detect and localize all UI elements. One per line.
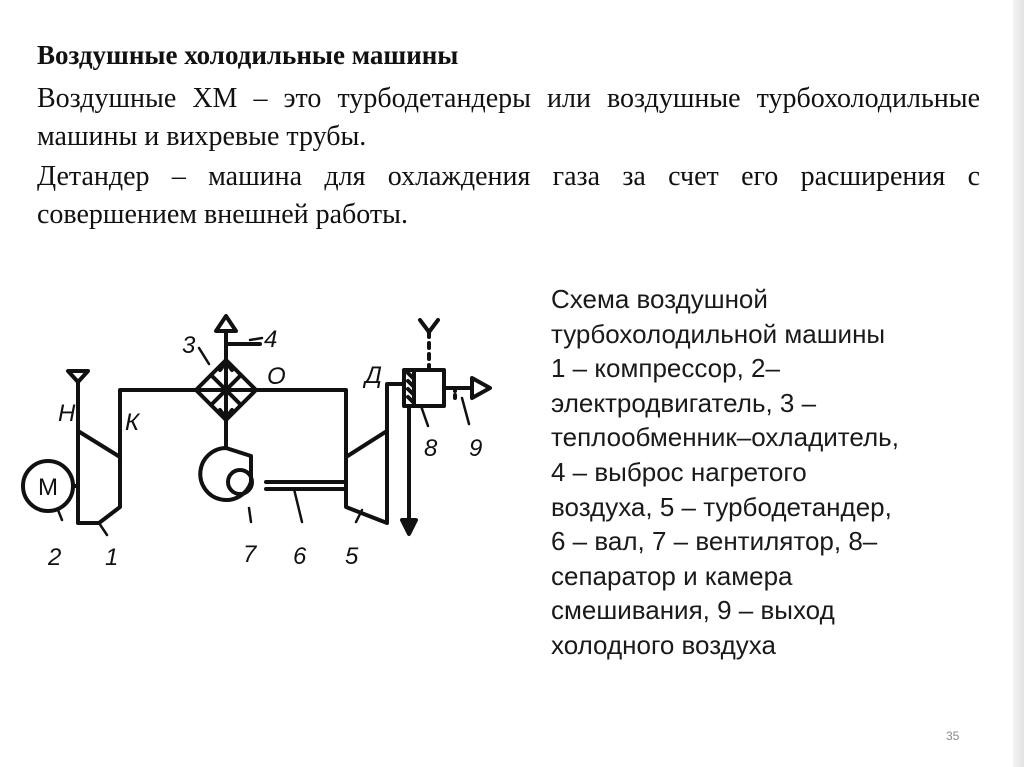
paragraph-air-machines: Воздушные ХМ – это турбодетандеры или воздушные турбохолодильные машины и вихревые трубы. [37, 83, 980, 152]
slide-number: 35 [946, 729, 960, 743]
pipe-o [256, 390, 346, 457]
label-3: 3 [182, 332, 196, 359]
caption-line: электродвигатель, 3 – [551, 387, 817, 418]
cold-air-outlet [444, 378, 490, 400]
motor [23, 461, 78, 511]
caption-line: смешивания, 9 – выход [551, 595, 835, 626]
label-n: Н [58, 400, 76, 427]
label-8: 8 [424, 435, 438, 462]
caption-line: 4 – выброс нагретого [551, 456, 807, 487]
label-d: Д [365, 362, 382, 389]
label-4: 4 [264, 326, 278, 353]
separator-chamber [404, 370, 444, 406]
caption-line: турбохолодильной машины [551, 318, 886, 349]
turbo-expander [346, 431, 387, 523]
label-9: 9 [469, 435, 483, 462]
compressor [78, 431, 120, 523]
diagram-caption [551, 282, 991, 663]
label-6: 6 [293, 543, 307, 570]
label-2: 2 [48, 544, 62, 571]
label-5: 5 [345, 543, 359, 570]
label-o: О [267, 363, 286, 390]
caption-line: 6 – вал, 7 – вентилятор, 8– [551, 526, 878, 557]
label-k: К [125, 409, 140, 436]
pipe-d [387, 384, 404, 431]
slide-edge-shadow [1013, 0, 1024, 767]
svg-text:М: М [38, 474, 58, 501]
caption-line: сепаратор и камера [551, 560, 793, 591]
shaft [266, 482, 346, 489]
fan [200, 448, 252, 500]
label-7: 7 [243, 541, 257, 568]
label-1: 1 [105, 544, 119, 571]
caption-line: теплообменник–охладитель, [551, 422, 899, 453]
caption-line: Схема воздушной [551, 284, 768, 314]
turbo-refrigeration-diagram [10, 282, 520, 602]
caption-line: холодного воздуха [551, 629, 776, 660]
slide-title: Воздушные холодильные машины [37, 40, 459, 70]
inlet-y [420, 320, 438, 370]
drain-line [402, 406, 416, 534]
caption-line: воздуха, 5 – турбодетандер, [551, 491, 892, 522]
caption-line: 1 – компрессор, 2– [551, 353, 780, 384]
paragraph-expander: Детандер – машина для охлаждения газа за счет его расширения с совершением внешней работы. [37, 161, 980, 230]
